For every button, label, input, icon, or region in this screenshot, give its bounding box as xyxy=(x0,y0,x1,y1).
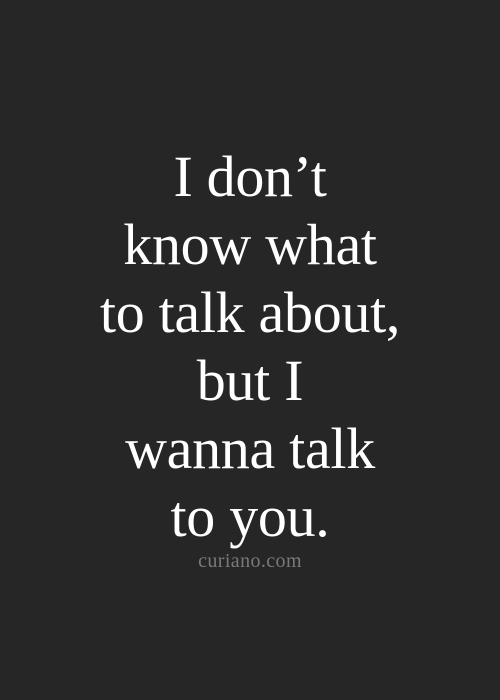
quote-line: I don’t xyxy=(173,144,327,209)
quote-line: but I xyxy=(196,348,304,413)
site-watermark: curiano.com xyxy=(198,550,302,572)
quote-line: wanna talk xyxy=(125,416,375,481)
quote-line: know what xyxy=(123,212,377,277)
quote-line: to talk about, xyxy=(99,280,401,345)
quote-line: to you. xyxy=(170,484,330,549)
quote-text xyxy=(0,143,500,551)
